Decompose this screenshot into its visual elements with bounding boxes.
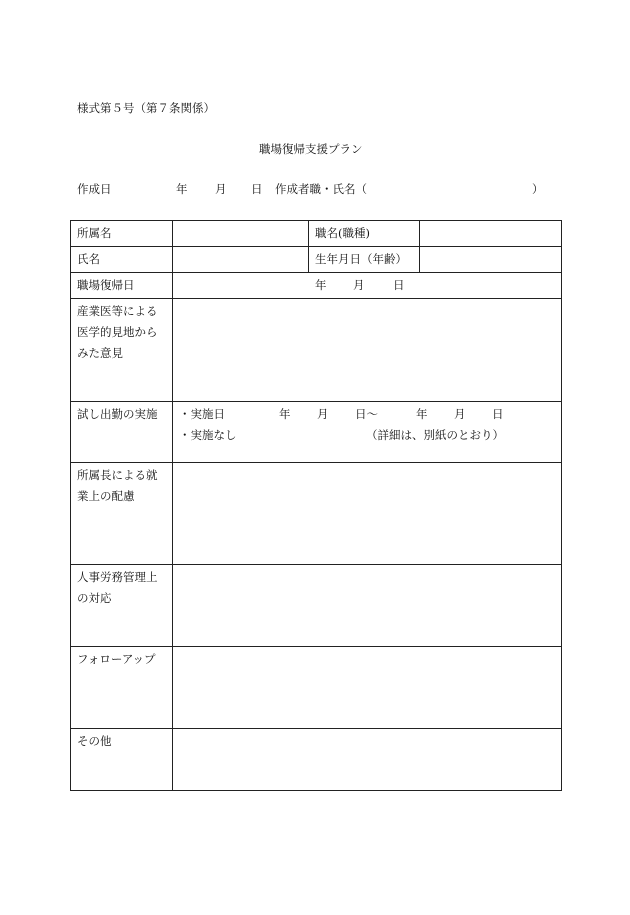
return-month-label: 月 [353,278,365,292]
affiliation-field[interactable] [173,221,309,247]
return-date-units [179,275,555,296]
table-row [71,273,562,299]
trial-attendance-field[interactable] [173,402,562,463]
name-field[interactable] [173,247,309,273]
return-plan-table [70,220,562,791]
table-row [71,402,562,463]
trial-year-start: 年 [279,407,291,421]
trial-day-start: 日～ [355,407,378,421]
created-year-label: 年 [176,182,188,196]
other-label: その他 [71,729,173,791]
table-row [71,247,562,273]
name-label: 氏名 [71,247,173,273]
created-date-label: 作成日 [77,182,112,196]
affiliation-label: 所属名 [71,221,173,247]
hr-response-field[interactable] [173,565,562,647]
followup-label: フォローアップ [71,647,173,729]
created-month-label: 月 [215,182,227,196]
trial-implemented-label: ・実施日 [179,407,225,421]
trial-month-end: 月 [454,407,466,421]
table-row [71,647,562,729]
return-date-field[interactable] [173,273,562,299]
birthdate-label: 生年月日（年齢） [309,247,420,273]
trial-month-start: 月 [317,407,329,421]
medical-opinion-label: 産業医等による 医学的見地から みた意見 [71,299,173,402]
birthdate-field[interactable] [420,247,562,273]
medical-opinion-field[interactable] [173,299,562,402]
author-label: 作成者職・氏名（ [275,182,367,196]
other-field[interactable] [173,729,562,791]
table-row [71,221,562,247]
author-close-paren: ） [532,182,544,196]
manager-consideration-label: 所属長による就 業上の配慮 [71,463,173,565]
hr-response-label: 人事労務管理上 の対応 [71,565,173,647]
trial-day-end: 日 [492,407,504,421]
return-year-label: 年 [315,278,327,292]
followup-field[interactable] [173,647,562,729]
trial-not-implemented-label: ・実施なし [179,428,237,442]
created-day-label: 日 [251,182,263,196]
return-date-label: 職場復帰日 [71,273,173,299]
trial-attendance-label: 試し出勤の実施 [71,402,173,463]
table-row [71,729,562,791]
page-title: 職場復帰支援プラン [259,142,363,156]
form-number: 様式第５号（第７条関係） [77,101,215,115]
table-row [71,463,562,565]
trial-details-note: （詳細は、別紙のとおり） [366,428,504,442]
position-label: 職名(職種) [309,221,420,247]
trial-not-implemented-line [179,425,555,446]
table-row [71,299,562,402]
table-row [71,565,562,647]
return-day-label: 日 [393,278,405,292]
trial-year-end: 年 [416,407,428,421]
trial-implemented-line [179,404,555,425]
position-field[interactable] [420,221,562,247]
manager-consideration-field[interactable] [173,463,562,565]
